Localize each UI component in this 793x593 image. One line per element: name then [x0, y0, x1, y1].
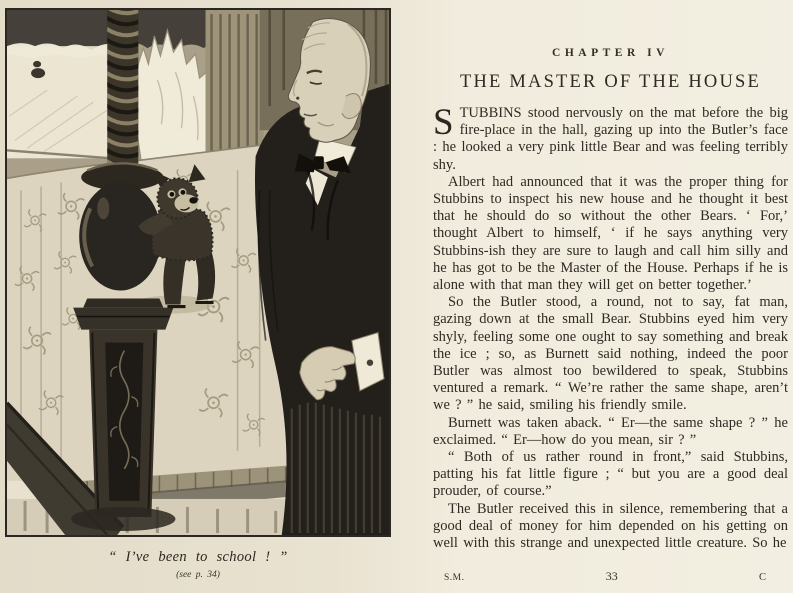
page-title: THE MASTER OF THE HOUSE: [459, 72, 762, 92]
illustration-frame: [5, 8, 391, 537]
paragraph: Burnett was taken aback. “ Er—the same shape ? ” he exclaimed. “ Er—how do you mean, sir ? ”: [433, 414, 788, 448]
text-page: [433, 0, 788, 552]
paragraph: So the Butler stood, a round, not to say, fat man, gazing down at the small Bear. Stubbins eyed him very shyly, feeling some one ought to say something and break the ice ; so, as Burnett said nothing, indeed the poor Butler was almost too bewildered to speak, Stubbins ventured a remark. “ We’re rather the same shape, aren’t we ? ” he said, smiling his friendly smile.: [433, 294, 788, 414]
page-footer: [433, 569, 788, 584]
signature-mark: S.M.: [444, 573, 465, 583]
body-text: [433, 102, 788, 552]
page-number: 33: [605, 569, 618, 583]
paragraph-opening: [433, 102, 788, 174]
paragraph: The Butler received this in silence, remembering that a good deal of money for him depended on his getting on well with this strange and unexpected little creature. So he: [433, 500, 788, 552]
drop-cap: S: [433, 102, 454, 143]
paragraph: Albert had announced that it was the proper thing for Stubbins to inspect his new house and he thought it best that he should do so without the other Bears. ‘ For,’ thought Albert to himself, ‘ if he says anything very Stubbins-ish they are sure to laugh and call him silly and he has got to be the Master of the House. Perhaps if he is alone with that man they will get on better together.’: [433, 173, 788, 294]
cufflink: [367, 359, 373, 365]
paragraph: “ Both of us rather round in front,” said Stubbins, patting his fat little figure ; “ but you are a good deal prouder, of course.”: [433, 449, 788, 500]
paragraph-opening-text: TUBBINS stood nervously on the mat before the big fire-place in the hall, gazing up into the Butler’s face : he looked a very pink little Bear and was feeling terribly shy.: [433, 105, 788, 173]
chapter-heading: CHAPTER IV: [552, 47, 669, 59]
illustration-caption: “ I’ve been to school ! ”: [108, 549, 288, 565]
gathering-letter: C: [758, 572, 766, 583]
illustration-caption-note: (see p. 34): [176, 570, 220, 580]
illustration: [7, 10, 389, 535]
